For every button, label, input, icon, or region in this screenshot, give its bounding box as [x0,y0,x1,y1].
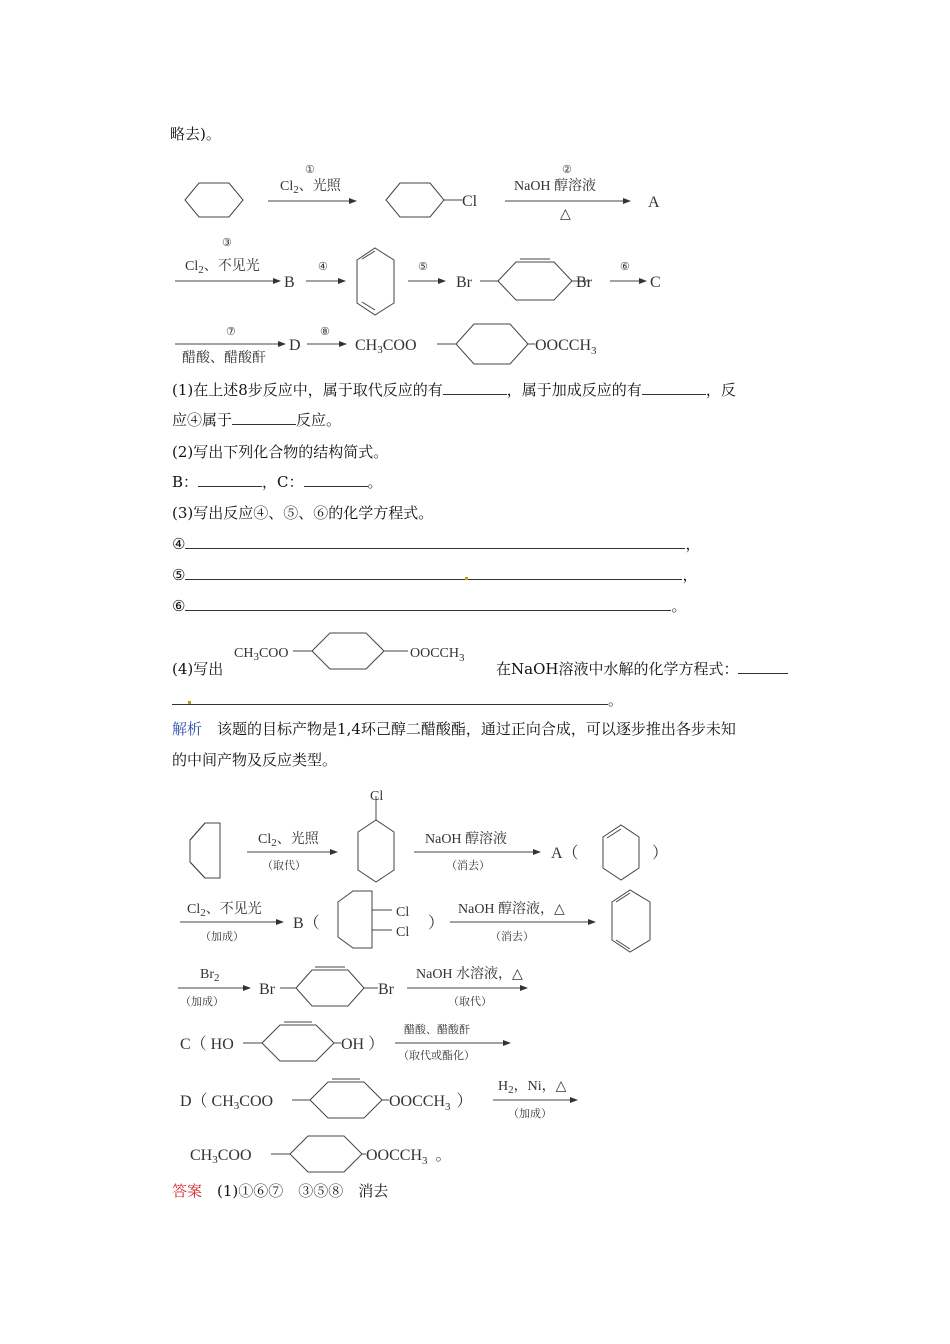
q2-label-b: B： [172,473,199,491]
cyclohexadiene-ring [357,248,394,315]
answer-label: 答案 [172,1182,203,1200]
s2-step3-reagent: $Cl_2$、不见光 [187,902,262,919]
q3-num-6: ⑥ [172,597,186,615]
s2-step7-type: （取代或酯化） [398,1050,475,1062]
br-left-label: Br [456,274,472,291]
s2-dichloro-ring [338,891,372,948]
q1-line2-a: 应④属于 [172,411,233,429]
step-1-number: ① [305,164,315,176]
cl-label: Cl [462,193,478,210]
compound-c-label: C [650,274,661,291]
q2-end: 。 [367,473,383,491]
s2-step2-type: （消去） [446,860,490,872]
step-6-number: ⑥ [620,261,630,273]
s2-diester-ring [310,1082,382,1118]
cyclohexane-ring [185,183,243,217]
target-ring [456,324,528,364]
q3-end-6: 。 [671,597,687,615]
s2-br-left: Br [259,981,275,998]
q4-text-b-inner: 在NaOH溶液中水解的化学方程式： [496,660,739,678]
analysis-label: 解析 [172,720,203,738]
s2-compound-d: D（ CH3COO [180,1093,274,1112]
step-1-reagent: $Cl_2$、光照 [280,179,341,196]
s2-step5-type: （加成） [180,996,224,1008]
s2-step1-type: （取代） [262,860,306,872]
s2-close-b: ） [428,915,445,932]
s2-cl-top: Cl [370,789,384,804]
s2-step2-reagent: NaOH 醇溶液 [425,832,508,847]
q4-right-group: $OOCCH_3$ [410,646,465,664]
analysis-text-1: 该题的目标产物是1,4环己醇二醋酸酯，通过正向合成，可以逐步推出各步未知 [217,720,736,738]
step-2-reagent: NaOH 醇溶液 [514,179,597,194]
s2-d-right: $OOCCH_3$ ） [389,1093,473,1113]
s2-diol-ring [262,1025,334,1061]
s2-br-right: Br [378,981,394,998]
s2-cyclohexadiene [612,890,650,952]
s2-cyclohexane [190,823,220,878]
s2-step3-type: （加成） [200,931,244,943]
s2-compound-b: B（ [293,915,320,932]
q3-comma-4: ， [685,535,701,553]
analysis-line-2: 的中间产物及反应类型。 [172,751,338,769]
s2-step6-type: （取代） [448,996,492,1008]
s2-compound-a: A（ [551,845,579,862]
dibromocyclohexene-ring [498,262,572,300]
q1-line2-b: 反应。 [296,411,342,429]
s2-step7-reagent: 醋酸、醋酸酐 [404,1024,470,1036]
compound-d-label: D [289,337,301,354]
s2-chlorocyclohexane [358,820,394,882]
target-right-group: $OOCCH_3$ [535,337,597,357]
target-left-group: CH3COO [355,337,417,356]
q1-text-a: (1)在上述8步反应中，属于取代反应的有 [172,381,443,399]
step-4-number: ④ [318,261,328,273]
question-2: (2)写出下列化合物的结构简式。 [172,443,389,461]
br-right-label: Br [576,274,592,291]
s2-final-ring [290,1136,362,1172]
s2-close-a: ） [652,845,669,862]
q4-end: 。 [608,691,624,709]
question-3: (3)写出反应④、⑤、⑥的化学方程式。 [172,504,434,522]
answer-text: (1)①⑥⑦ ③⑤⑧ 消去 [217,1182,389,1200]
s2-compound-c: C（ HO [180,1036,234,1053]
s2-step4-reagent: NaOH 醇溶液，△ [458,902,565,917]
compound-a-label: A [648,194,660,211]
q2-label-c: ，C： [262,473,304,491]
s2-cl-1: Cl [396,905,410,920]
step-5-number: ⑤ [418,261,428,273]
q4-text-a: (4)写出 [172,660,224,678]
q3-comma-5: ， [682,566,698,584]
q3-num-4: ④ [172,535,186,553]
diene-double-2 [362,302,375,310]
intro-tail: 略去)。 [170,125,221,143]
step-7-conditions: 醋酸、醋酸酐 [182,351,266,366]
s2-final-right: $OOCCH_3$ 。 [366,1147,452,1167]
s2-step4-type: （消去） [490,931,534,943]
s2-oh: OH ） [341,1036,385,1053]
s2-cyclohexene [603,825,639,880]
s2-step8-reagent: $H_2$，Ni，△ [498,1079,567,1096]
q3-num-5: ⑤ [172,566,186,584]
chlorocyclohexane-ring [386,183,444,217]
q1-text-c: ，反 [705,381,736,399]
compound-b-label: B [284,274,295,291]
step-3-number: ③ [222,237,232,249]
q4-left-group: $CH_3COO$ [234,646,289,663]
s2-final-left: CH3COO [190,1147,252,1166]
step-8-number: ⑧ [320,326,330,338]
s2-step1-reagent: $Cl_2$、光照 [258,832,319,849]
step-3-reagent: $Cl_2$、不见光 [185,259,260,276]
s2-step8-type: （加成） [508,1108,552,1120]
s2-step6-reagent: NaOH 水溶液，△ [416,967,523,982]
step-7-number: ⑦ [226,326,236,338]
s2-cl-2: Cl [396,925,410,940]
s2-dibromo-ring [296,970,364,1006]
s2-step5-reagent: $Br_2$ [200,967,220,984]
step-2-number: ② [562,164,572,176]
step-2-heat: △ [560,207,571,222]
q4-ring [312,633,384,669]
q1-text-b: ，属于加成反应的有 [506,381,642,399]
